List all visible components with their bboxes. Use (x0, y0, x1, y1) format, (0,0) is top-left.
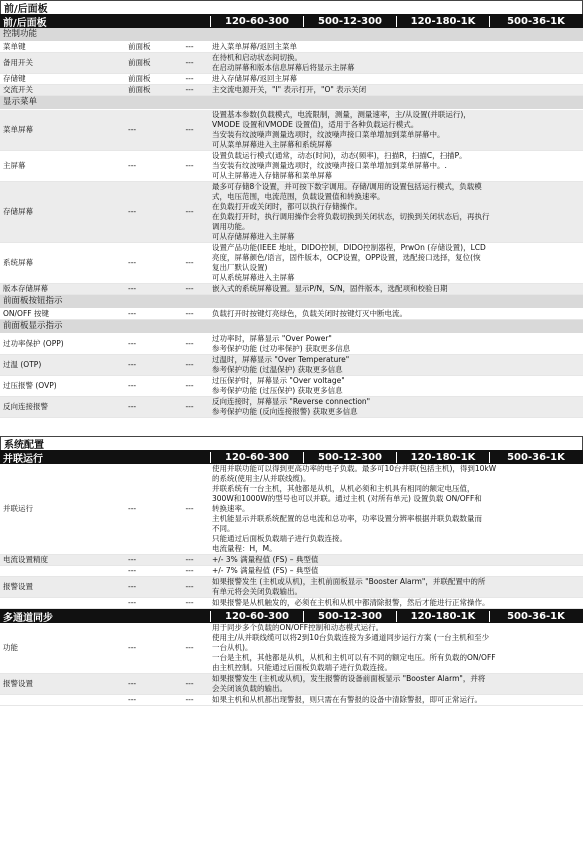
row-value-line: +/- 7% 满量程值 (FS) – 典型值 (212, 566, 319, 575)
row-name: 系统屏幕 (3, 258, 33, 267)
row-name: 存储键 (3, 74, 26, 83)
row-dash: --- (185, 598, 194, 607)
row-panel: --- (128, 339, 137, 348)
row-dash: --- (185, 58, 194, 67)
row-value-line: VMODE 设置和VMODE 设置值)，适用于各种负载运行模式。 (212, 120, 419, 129)
table-row (0, 376, 583, 397)
control-rows (0, 42, 583, 96)
row-value-line: 300W和1000W的型号也可以并联。通过主机 (对所有单元) 设置负载 ON/OFF和 (212, 494, 482, 503)
row-value-line: 参考保护功能 (反向连接报警) 获取更多信息 (212, 407, 358, 416)
row-value (210, 397, 583, 417)
row-value-line: 当安装有纹波噪声测量选项时，纹波噪声接口菜单增加到菜单屏幕中。 (212, 130, 445, 139)
table-row (0, 182, 583, 243)
row-value-line: 电流量程：H，M。 (212, 544, 277, 553)
row-dash: --- (185, 679, 194, 688)
row-dash: --- (185, 566, 194, 575)
row-panel: --- (128, 207, 137, 216)
section-display-menu: 显示菜单 (0, 96, 583, 110)
row-dash: --- (185, 161, 194, 170)
table-row (0, 334, 583, 355)
row-value-line: 可从主屏幕进入存储屏幕和菜单屏幕 (212, 171, 332, 180)
row-name: 主屏幕 (3, 161, 26, 170)
row-value-line: 可从菜单屏幕进入主屏幕和系统屏幕 (212, 140, 332, 149)
row-name (0, 566, 125, 576)
row-panel: --- (128, 381, 137, 390)
table-gap (0, 418, 583, 436)
row-value-line: 复出厂默认设置) (212, 263, 268, 272)
section-display-indicator: 前面板显示指示 (0, 320, 583, 334)
row-value-line: 只能通过后面板负载端子进行负载连接。 (212, 534, 347, 543)
row-dash: --- (185, 74, 194, 83)
row-value (210, 243, 583, 283)
table1-title-text: 前/后面板 (4, 4, 48, 15)
row-value-line: 设置基本参数(负载模式，电流限制，测量，测量速率，主/从设置(并联运行)， (212, 110, 471, 119)
row-value-line: 设置负载运行模式(通常，动态(时间)，动态(频率)，扫描R，扫描C，扫描P。 (212, 151, 467, 160)
row-value-line: 转换速率。 (212, 504, 250, 513)
row-value-line: 主机能显示并联系统配置的总电流和总功率，功率设置分辨率根据并联负载数量而 (212, 514, 482, 523)
row-name: 备用开关 (3, 58, 33, 67)
row-dash: --- (185, 555, 194, 564)
model-col-3: 120-180-1K (396, 611, 489, 622)
row-value-line: 进入菜单屏幕/返回主菜单 (212, 42, 298, 51)
row-value-line: 在启动屏幕和版本信息屏幕后将显示主屏幕 (212, 63, 355, 72)
row-value (210, 284, 583, 294)
row-dash: --- (185, 695, 194, 704)
row-value-line: 嵌入式的系统屏幕设置。显示P/N，S/N，固件版本，选配项和校验日期 (212, 284, 448, 293)
row-panel: 前面板 (128, 42, 151, 51)
row-value (210, 74, 583, 84)
model-col-4: 500-36-1K (489, 452, 582, 463)
row-dash: --- (185, 504, 194, 513)
section-button-indicator: 前面板按钮指示 (0, 295, 583, 309)
row-value-line: 可从存储屏幕进入主屏幕 (212, 232, 295, 241)
table-row (0, 555, 583, 566)
model-col-2: 500-12-300 (303, 452, 396, 463)
button-indicator-rows (0, 309, 583, 320)
row-name: 菜单屏幕 (3, 125, 33, 134)
table1-col-header (0, 14, 583, 28)
row-dash: --- (185, 643, 194, 652)
model-col-4: 500-36-1K (489, 611, 582, 622)
row-name: 电流设置精度 (3, 555, 48, 564)
table-row (0, 623, 583, 674)
table-row (0, 464, 583, 555)
row-value (210, 53, 583, 73)
row-value-line: +/- 3% 满量程值 (FS) – 典型值 (212, 555, 319, 564)
row-value-line: 的系统(使用主/从并联线缆)。 (212, 474, 311, 483)
row-value-line: 如果报警是从机触发的，必须在主机和从机中都清除报警，然后才能进行正常操作。 (212, 598, 490, 607)
table-row (0, 695, 583, 706)
row-name: 功能 (3, 643, 18, 652)
row-value-line: 过压保护时，屏幕显示 "Over voltage" (212, 376, 345, 385)
row-panel: 前面板 (128, 85, 151, 94)
table-row (0, 74, 583, 85)
row-value-line: 由主机控制。只能通过后面板负载端子进行负载连接。 (212, 663, 392, 672)
row-dash: --- (185, 381, 194, 390)
row-panel: 前面板 (128, 58, 151, 67)
table1-title (0, 0, 583, 14)
row-name: 并联运行 (3, 504, 33, 513)
row-value-line: 使用并联功能可以得到更高功率的电子负载。最多可10台并联(包括主机)，得到10kW (212, 464, 497, 473)
row-name: 过压报警 (OVP) (3, 381, 57, 390)
row-panel: --- (128, 161, 137, 170)
row-dash: --- (185, 85, 194, 94)
row-value-line: 当安装有纹波噪声测量选项时，纹波噪声接口菜单增加到菜单屏幕中。. (212, 161, 447, 170)
row-name (0, 695, 125, 705)
row-dash: --- (185, 309, 194, 318)
row-dash: --- (185, 125, 194, 134)
row-panel: --- (128, 309, 137, 318)
table3-col-header (0, 609, 583, 623)
row-panel: --- (128, 125, 137, 134)
row-dash: --- (185, 284, 194, 293)
row-panel: --- (128, 504, 137, 513)
row-panel: --- (128, 679, 137, 688)
row-dash: --- (185, 207, 194, 216)
row-dash: --- (185, 360, 194, 369)
table-row (0, 151, 583, 182)
table-row (0, 284, 583, 295)
row-value-line: 在待机和启动状态间切换。 (212, 53, 302, 62)
row-value-line: 反向连接时，屏幕显示 "Reverse connection" (212, 397, 371, 406)
row-value-line: 参考保护功能 (过温保护) 获取更多信息 (212, 365, 343, 374)
row-value-line: 过功率时，屏幕显示 "Over Power" (212, 334, 332, 343)
row-panel: --- (128, 402, 137, 411)
row-value-line: 会关闭该负载的输出。 (212, 684, 287, 693)
table1-col-label: 前/后面板 (3, 17, 47, 29)
row-panel: --- (128, 555, 137, 564)
row-panel: 前面板 (128, 74, 151, 83)
row-value (210, 674, 583, 694)
row-dash: --- (185, 258, 194, 267)
row-name: 过功率保护 (OPP) (3, 339, 64, 348)
row-name: 存储屏幕 (3, 207, 33, 216)
row-value-line: 一台是主机，其他都是从机，从机和主机可以有不同的额定电压。所有负载的ON/OFF (212, 653, 496, 662)
row-name: ON/OFF 按键 (3, 309, 49, 318)
model-col-1: 120-60-300 (210, 452, 303, 463)
row-value (210, 309, 583, 319)
table-row (0, 674, 583, 695)
row-value (210, 151, 583, 181)
row-value-line: 可从系统屏幕进入主屏幕 (212, 273, 295, 282)
row-value-line: 不同。 (212, 524, 235, 533)
row-panel: --- (128, 598, 137, 607)
row-value (210, 577, 583, 597)
row-value (210, 376, 583, 396)
table-row (0, 566, 583, 577)
row-value-line: 参考保护功能 (过压保护) 获取更多信息 (212, 386, 343, 395)
sync-rows (0, 623, 583, 706)
row-panel: --- (128, 360, 137, 369)
row-value-line: 有单元将会关闭负载输出。 (212, 587, 302, 596)
row-value-line: 式，电压范围，电流范围，负载设置值和转换速率。 (212, 192, 385, 201)
row-name: 报警设置 (3, 582, 33, 591)
section-control: 控制功能 (0, 28, 583, 42)
row-dash: --- (185, 42, 194, 51)
row-value (210, 598, 583, 608)
row-panel: --- (128, 643, 137, 652)
row-name: 反向连接报警 (3, 402, 48, 411)
row-value-line: 设置产品功能(IEEE 地址，DIDO控制，DIDO控制器程，PrwOn (存储设置)，LCD (212, 243, 486, 252)
table2-col-label: 并联运行 (3, 453, 43, 465)
model-col-2: 500-12-300 (303, 16, 396, 27)
model-col-2: 500-12-300 (303, 611, 396, 622)
row-dash: --- (185, 339, 194, 348)
table2-title-text: 系统配置 (4, 440, 44, 451)
row-value (210, 695, 583, 705)
table2-col-header (0, 450, 583, 464)
display-menu-rows (0, 110, 583, 295)
row-value (210, 464, 583, 554)
row-value-line: 如果报警发生 (主机或从机)，主机前面板显示 "Booster Alarm"，并联配置中的所 (212, 577, 486, 586)
row-value-line: 调用功能。 (212, 222, 250, 231)
row-value-line: 如果主机和从机都出现警报，则只需在有警报的设备中清除警报，即可正常运行。 (212, 695, 482, 704)
table-row (0, 110, 583, 151)
table-row (0, 42, 583, 53)
row-value (210, 555, 583, 565)
table-row (0, 85, 583, 96)
row-name: 过温 (OTP) (3, 360, 42, 369)
row-value-line: 在负载打开或关闭时，都可以执行存储操作。 (212, 202, 362, 211)
table-row (0, 577, 583, 598)
row-value (210, 85, 583, 95)
row-value-line: 主交流电源开关，"I" 表示打开，"O" 表示关闭 (212, 85, 367, 94)
table3-col-label: 多通道同步 (3, 612, 53, 624)
display-indicator-rows (0, 334, 583, 418)
row-panel: --- (128, 566, 137, 575)
row-value (210, 355, 583, 375)
row-panel: --- (128, 695, 137, 704)
row-name (0, 598, 125, 608)
row-panel: --- (128, 258, 137, 267)
row-value (210, 42, 583, 52)
row-value-line: 使用主/从并联线缆可以将2到10台负载连接为多通道同步运行方案 (一台主机和至少 (212, 633, 490, 642)
table-row (0, 243, 583, 284)
row-value-line: 负载打开时按键灯亮绿色，负载关闭时按键灯灭中断电流。 (212, 309, 407, 318)
row-value-line: 进入存储屏幕/返回主屏幕 (212, 74, 298, 83)
row-dash: --- (185, 582, 194, 591)
model-col-4: 500-36-1K (489, 16, 582, 27)
row-value (210, 566, 583, 576)
row-value (210, 182, 583, 242)
model-col-3: 120-180-1K (396, 16, 489, 27)
row-value-line: 参考保护功能 (过功率保护) 获取更多信息 (212, 344, 351, 353)
row-value-line: 并联系统有一台主机，其他都是从机，从机必须和主机具有相同的额定电压值， (212, 484, 475, 493)
row-value (210, 623, 583, 673)
row-value (210, 110, 583, 150)
row-value-line: 过温时，屏幕显示 "Over Temperature" (212, 355, 350, 364)
row-value-line: 一台从机)。 (212, 643, 253, 652)
row-name: 版本存储屏幕 (3, 284, 48, 293)
row-value (210, 334, 583, 354)
table-row (0, 53, 583, 74)
row-value-line: 用于同步多个负载的ON/OFF控制和动态模式运行。 (212, 623, 384, 632)
row-value-line: 在负载打开时，执行调用操作会将负载切换到关闭状态，切换到关闭状态后，再执行 (212, 212, 490, 221)
row-dash: --- (185, 402, 194, 411)
table-row (0, 397, 583, 418)
parallel-rows (0, 464, 583, 609)
row-value-line: 如果报警发生 (主机或从机)，发生报警的设备前面板显示 "Booster Alarm"，并将 (212, 674, 486, 683)
model-col-1: 120-60-300 (210, 611, 303, 622)
row-name: 报警设置 (3, 679, 33, 688)
row-value-line: 最多可存储8个设置，并可按下数字调用。存储/调用的设置包括运行模式，负载模 (212, 182, 482, 191)
row-name: 菜单键 (3, 42, 26, 51)
model-col-1: 120-60-300 (210, 16, 303, 27)
row-panel: --- (128, 284, 137, 293)
table2-title (0, 436, 583, 450)
table-row (0, 309, 583, 320)
model-col-3: 120-180-1K (396, 452, 489, 463)
table-row (0, 598, 583, 609)
row-name: 交流开关 (3, 85, 33, 94)
row-panel: --- (128, 582, 137, 591)
table-row (0, 355, 583, 376)
row-value-line: 亮度，屏幕颜色/语言，固件版本，OCP设置，OPP设置，选配接口选择，复位(恢 (212, 253, 481, 262)
